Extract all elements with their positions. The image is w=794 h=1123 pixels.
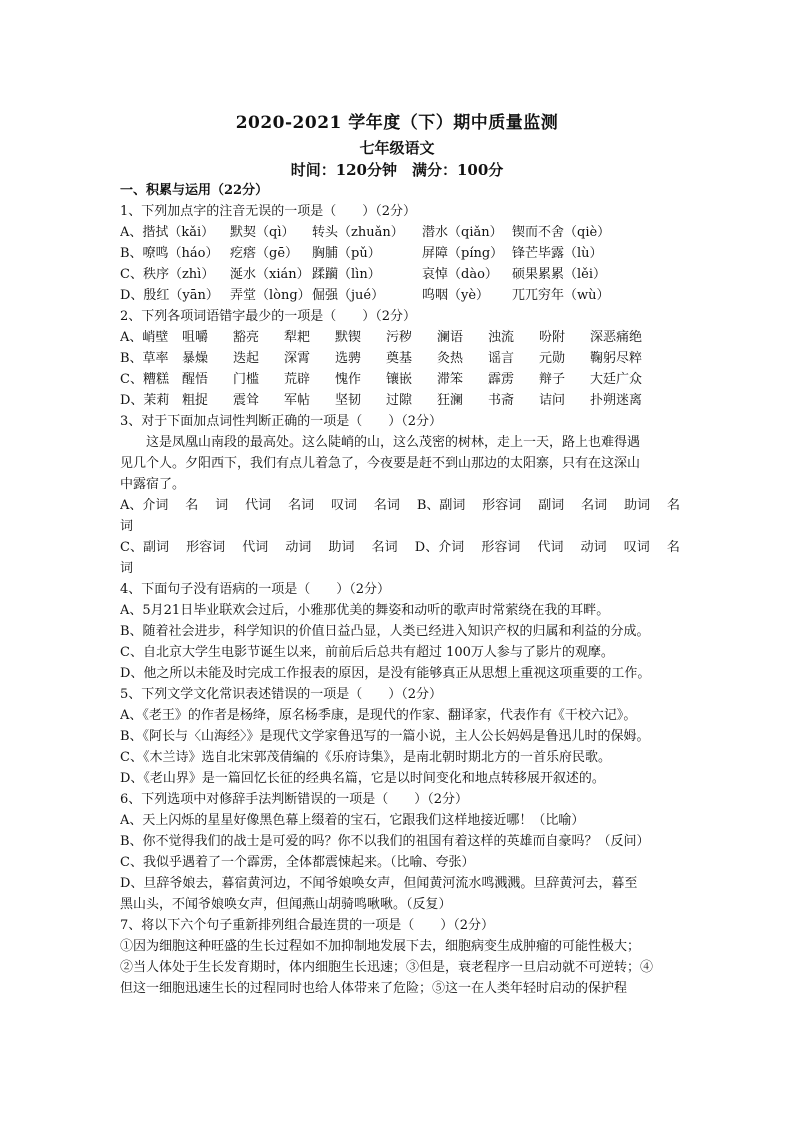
question-4-stem: 4、下面句子没有语病的一项是（ ）（2分） [120,582,391,597]
q2-d-w4: 坚韧 [335,393,362,408]
q2-d-w9: 扑朔迷离 [590,393,643,408]
q3-ab-5: 叹词 [330,498,357,513]
q1-c-1: C、秩序（zhì） [120,267,215,282]
q2-a-w4: 默锲 [335,330,362,345]
q3-ab-8: 形容词 [482,498,522,513]
q2-b-w9: 鞠躬尽粹 [590,351,643,366]
q1-b-1: B、嘹鸣（háo） [120,246,219,261]
q2-c-w1: 醒悟 [182,372,209,387]
q6-option-d-line-1: D、旦辞爷娘去，暮宿黄河边，不闻爷娘唤女声，但闻黄河流水鸣溅溅。旦辞黄河去，暮至 [120,876,638,891]
q2-b-w2: 迭起 [233,351,260,366]
q1-c-2: 涎水（xián） [230,267,310,282]
q1-c-3: 蹂躏（lìn） [312,267,381,282]
q2-option-b [120,348,680,369]
q6-option-a: A、天上闪烁的星星好像黑色幕上缀着的宝石，它跟我们这样地接近哪！（比喻） [120,813,585,828]
q3-cd-8: 代词 [537,540,564,555]
q3-ab-3: 代词 [245,498,272,513]
q2-a-w0: A、峭壁 [120,330,169,345]
q3-options-cd-tail: 词 [120,561,134,576]
q3-cd-2: 代词 [242,540,269,555]
question-3-stem: 3、对于下面加点词性判断正确的一项是（ ）（2分） [120,414,443,429]
q3-cd-11: 名 [666,540,680,555]
q2-c-w0: C、糟糕 [120,372,169,387]
q6-option-d-line-2: 黑山头，不闻爷娘唤女声，但闻燕山胡骑鸣啾啾。（反复） [120,897,452,912]
q2-d-w7: 书斋 [488,393,515,408]
q3-cd-0: C、副词 [120,540,169,555]
q3-cd-4: 助词 [328,540,355,555]
q3-cd-1: 形容词 [186,540,226,555]
time-and-score: 时间：120分钟 满分：100分 [290,161,504,179]
q2-c-w5: 镶嵌 [386,372,413,387]
q1-b-4: 屏障（píng） [422,246,504,261]
q1-option-a [120,222,680,243]
q5-option-d: D、《老山界》是一篇回忆长征的经典名篇，它是以时间变化和地点转移展开叙述的。 [120,771,605,786]
q5-option-b: B、《阿长与〈山海经〉》是现代文学家鲁迅写的一篇小说，主人公长妈妈是鲁迅儿时的保姆。 [120,729,650,744]
q1-c-5: 硕果累累（lěi） [512,267,607,282]
q2-b-w5: 奠基 [386,351,413,366]
q4-option-d: D、他之所以未能及时完成工作报表的原因，是没有能够真正从思想上重视这项重要的工作。 [120,666,651,681]
q3-passage-line-3: 中露宿了。 [120,477,186,492]
q2-b-w3: 深霄 [284,351,311,366]
q2-c-w3: 荒辟 [284,372,311,387]
q6-option-b: B、你不觉得我们的战士是可爱的吗？你不以我们的祖国有着这样的英雄而自豪吗？（反问） [120,834,650,849]
q3-cd-9: 动词 [580,540,607,555]
q3-ab-4: 名词 [288,498,315,513]
q2-a-w9: 深恶痛绝 [590,330,643,345]
q7-line-3: 但这一细胞迅速生长的过程同时也给人体带来了危险；⑤这一在人类年轻时启动的保护程 [120,981,628,996]
q2-a-w2: 豁亮 [233,330,260,345]
q3-ab-10: 名词 [581,498,608,513]
question-2-stem: 2、下列各项词语错字最少的一项是（ ）（2分） [120,309,417,324]
q2-a-w8: 吩附 [539,330,566,345]
q2-option-a [120,327,680,348]
q5-option-a: A、《老王》的作者是杨绛，原名杨季康，是现代的作家、翻译家，代表作有《干校六记》。 [120,708,637,723]
q2-b-w0: B、草率 [120,351,169,366]
q1-option-d [120,285,680,306]
question-7-stem: 7、将以下六个句子重新排列组合最连贯的一项是（ ）（2分） [120,918,495,933]
q1-d-1: D、殷红（yān） [120,288,219,303]
q2-c-w8: 辩子 [539,372,566,387]
q1-c-4: 哀悼（dào） [422,267,498,282]
q2-b-w6: 灸热 [437,351,464,366]
q1-d-5: 兀兀穷年（wù） [512,288,610,303]
q3-passage-line-1: 这是凤凰山南段的最高处。这么陡峭的山，这么茂密的树林，走上一天，路上也难得遇 [146,435,641,450]
q3-options-ab [120,495,680,516]
q2-b-w4: 选骋 [335,351,362,366]
q7-line-2: ②当人体处于生长发育期时，体内细胞生长迅速；③但是，衰老程序一旦启动就不可逆转；④ [120,960,654,975]
q2-d-w2: 震耸 [233,393,260,408]
q2-a-w7: 浊流 [488,330,515,345]
q1-a-3: 转头（zhuǎn） [312,225,404,240]
q1-b-2: 疙瘩（gē） [230,246,299,261]
q3-ab-9: 副词 [538,498,565,513]
grade-subject: 七年级语文 [359,139,435,157]
q2-b-w7: 谣言 [488,351,515,366]
question-6-stem: 6、下列选项中对修辞手法判断错误的一项是（ ）（2分） [120,792,469,807]
q1-d-3: 倔强（jué） [312,288,385,303]
q2-option-d [120,390,680,411]
q2-b-w1: 暴燥 [182,351,209,366]
q5-option-c: C、《木兰诗》选自北宋郭茂倩编的《乐府诗集》，是南北朝时期北方的一首乐府民歌。 [120,750,611,765]
q7-line-1: ①因为细胞这种旺盛的生长过程如不加抑制地发展下去，细胞病变生成肿瘤的可能性极大； [120,939,641,954]
q2-a-w6: 澜语 [437,330,464,345]
q3-passage-line-2: 见几个人。夕阳西下，我们有点儿着急了，今夜要是赶不到山那边的太阳寨，只有在这深山 [120,456,641,471]
q3-cd-5: 名词 [371,540,398,555]
q1-option-c [120,264,680,285]
q3-ab-11: 助词 [624,498,651,513]
q2-a-w5: 污秽 [386,330,413,345]
question-5-stem: 5、下列文学文化常识表述错误的一项是（ ）（2分） [120,687,443,702]
q4-option-b: B、随着社会进步，科学知识的价值日益凸显，人类已经进入知识产权的归属和利益的分成。 [120,624,650,639]
q1-d-4: 呜咽（yè） [422,288,490,303]
exam-content [120,180,680,999]
q6-option-c: C、我似乎遇着了一个霹雳，全体都震悚起来。（比喻、夸张） [120,855,475,870]
q2-c-w2: 门槛 [233,372,260,387]
question-1-stem: 1、下列加点字的注音无误的一项是（ ）（2分） [120,204,417,219]
q2-d-w1: 粗捉 [182,393,209,408]
q2-d-w5: 过隙 [386,393,413,408]
q3-ab-0: A、介词 [120,498,169,513]
q3-ab-2: 词 [215,498,229,513]
q2-option-c [120,369,680,390]
q2-c-w6: 滞笨 [437,372,464,387]
q2-a-w3: 犁耙 [284,330,311,345]
q2-d-w0: D、茉莉 [120,393,170,408]
q3-ab-7: B、副词 [416,498,466,513]
q1-option-b [120,243,680,264]
section-heading: 一、积累与运用（22分） [120,183,269,198]
q3-options-ab-tail: 词 [120,519,134,534]
q3-cd-7: 形容词 [481,540,521,555]
q3-cd-10: 叹词 [623,540,650,555]
q2-c-w7: 霹雳 [488,372,515,387]
q3-options-cd [120,537,680,558]
exam-title: 2020-2021 学年度（下）期中质量监测 [235,113,559,133]
q2-a-w1: 咀嚼 [182,330,209,345]
q2-d-w3: 军帖 [284,393,311,408]
q2-c-w4: 愧作 [335,372,362,387]
q2-b-w8: 元勋 [539,351,566,366]
q1-b-5: 锋芒毕露（lù） [512,246,603,261]
q3-ab-1: 名 [185,498,199,513]
q1-a-4: 潜水（qiǎn） [422,225,503,240]
q3-cd-3: 动词 [285,540,312,555]
q3-ab-6: 名词 [373,498,400,513]
q1-b-3: 胸脯（pǔ） [312,246,381,261]
q1-a-5: 锲而不舍（qiè） [512,225,611,240]
q3-cd-6: D、介词 [414,540,465,555]
q1-a-2: 默契（qì） [230,225,295,240]
q4-option-a: A、5月21日毕业联欢会过后，小雅那优美的舞姿和动听的歌声时常萦绕在我的耳畔。 [120,603,610,618]
q3-ab-12: 名 [666,498,680,513]
q2-d-w8: 诘问 [539,393,566,408]
q2-d-w6: 狂澜 [437,393,464,408]
q1-a-1: A、揩拭（kǎi） [120,225,215,240]
q2-c-w9: 大廷广众 [590,372,643,387]
q4-option-c: C、自北京大学生电影节诞生以来，前前后后总共有超过 100万人参与了影片的观摩。 [120,645,614,660]
q1-d-2: 弄堂（lòng） [230,288,311,303]
